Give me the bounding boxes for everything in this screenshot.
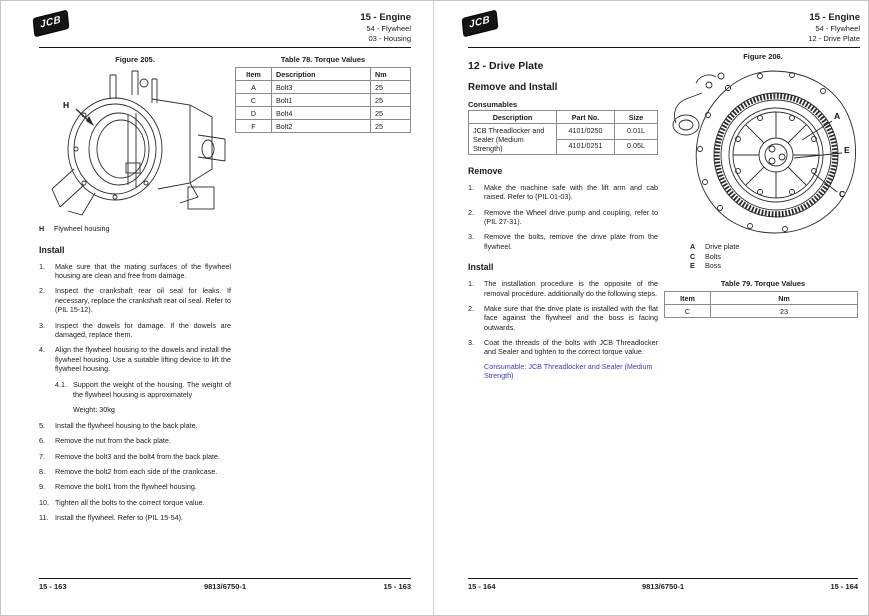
- step-text: Inspect the dowels for damage. If the dowels are damaged, replace them.: [55, 320, 231, 339]
- step-number: 1.: [468, 279, 474, 289]
- chapter-title: 15 - Engine: [809, 12, 860, 23]
- step-text: Remove the Wheel drive pump and coupling, refer to (PIL 27-31).: [484, 207, 658, 227]
- cell-nm: 25: [371, 120, 411, 133]
- figure-205-caption: Figure 205.: [115, 55, 155, 64]
- section-title: 54 - Flywheel: [366, 24, 411, 34]
- page-header-right: [468, 11, 860, 44]
- cell-size: 0.01L: [615, 124, 658, 140]
- subsection-title: 03 - Housing: [368, 34, 411, 44]
- cell-part-no: 4101/0250: [557, 124, 615, 140]
- column-header: Description: [469, 111, 557, 124]
- table-header-row: [469, 111, 658, 124]
- step-text: Install the flywheel. Refer to (PIL 15-54).: [55, 513, 183, 523]
- table-row: [236, 120, 411, 133]
- cell-description: Bolt1: [272, 94, 371, 107]
- step-number: 2.: [468, 303, 474, 313]
- column-header: Nm: [371, 68, 411, 81]
- breadcrumb: [808, 12, 860, 44]
- cell-description: Bolt2: [272, 120, 371, 133]
- table-row: [665, 305, 858, 318]
- cell-nm: 23: [711, 305, 858, 318]
- cell-item: D: [236, 107, 272, 120]
- breadcrumb: [360, 12, 411, 44]
- figure-205-block: [39, 55, 231, 234]
- figure-205-legend: [39, 224, 231, 234]
- column-header: Description: [272, 68, 371, 81]
- table-row: [236, 81, 411, 94]
- legend-key: C: [690, 251, 696, 261]
- step-text: Remove the bolt2 from each side of the crankcase.: [55, 467, 218, 477]
- page-left: [1, 1, 433, 615]
- remove-step: [468, 183, 658, 202]
- section-title: 54 - Flywheel: [815, 24, 860, 34]
- step-number: 9.: [39, 482, 45, 492]
- consumable-reference-note: Consumable: JCB Threadlocker and Sealer (Medium Strength): [484, 361, 653, 381]
- table-79: [664, 291, 858, 318]
- legend-key: H: [39, 224, 45, 233]
- table-78-block: [231, 55, 411, 234]
- step-text: Install the flywheel housing to the back plate.: [55, 421, 198, 431]
- figure-206-caption: Figure 206.: [743, 52, 783, 61]
- step-number: 11.: [39, 513, 49, 523]
- install-heading: Install: [468, 262, 494, 273]
- figure-206-legend: [690, 242, 862, 271]
- table-header-row: [665, 292, 858, 305]
- step-number: 6.: [39, 436, 45, 446]
- install-step: [39, 345, 231, 373]
- column-header: Part No.: [557, 111, 615, 124]
- text-column: [468, 48, 658, 380]
- table-row: [236, 94, 411, 107]
- table-78: [235, 67, 411, 133]
- install-step: [39, 421, 231, 430]
- step-text: Remove the nut from the back plate.: [55, 436, 171, 446]
- install-heading: Install: [39, 244, 65, 255]
- figure-206-label-a: A: [834, 111, 841, 121]
- page-right: [434, 1, 868, 615]
- install-step: [39, 482, 231, 491]
- footer-page-number-left: 15 - 164: [468, 582, 496, 591]
- cell-nm: 25: [371, 94, 411, 107]
- step-number: 8.: [39, 467, 45, 477]
- footer-page-number-right: 15 - 163: [383, 582, 411, 591]
- legend-item: [690, 261, 862, 271]
- step-text: Remove the bolt1 from the flywheel housing.: [55, 482, 197, 492]
- install-step: [39, 498, 231, 507]
- install-step: [39, 436, 231, 445]
- remove-step: [468, 208, 658, 227]
- install-step: [39, 262, 231, 281]
- cell-item: C: [236, 94, 272, 107]
- step-number: 4.1.: [55, 380, 67, 390]
- step-number: 3.: [468, 232, 474, 242]
- column-header: Size: [615, 111, 658, 124]
- legend-text: Drive plate: [705, 242, 740, 251]
- step-text: Coat the threads of the bolts with JCB Threadlocker and Sealer and tighten to the correct torque value.: [484, 337, 658, 357]
- legend-key: A: [690, 242, 696, 251]
- cell-description: Bolt4: [272, 107, 371, 120]
- footer-rule: [39, 578, 411, 579]
- step-text: The installation procedure is the opposite of the removal procedure. additionally do the following steps.: [484, 279, 658, 298]
- install-step: [39, 452, 231, 461]
- cell-description: Bolt3: [272, 81, 371, 94]
- table-79-caption: Table 79. Torque Values: [720, 279, 806, 289]
- install-step: [468, 304, 658, 332]
- chapter-title: 15 - Engine: [360, 12, 411, 23]
- figure-206: [664, 61, 862, 239]
- install-step: [39, 321, 231, 340]
- jcb-logo: JCB: [33, 10, 69, 38]
- step-number: 3.: [39, 320, 45, 330]
- step-text: Remove the bolt3 and the bolt4 from the back plate.: [55, 451, 221, 461]
- cell-nm: 25: [371, 81, 411, 94]
- figure-and-table-row: [39, 55, 411, 234]
- consumables-heading: Consumables: [468, 100, 518, 109]
- figure-205-label-h: H: [63, 100, 70, 110]
- figure-206-label-e: E: [844, 145, 850, 155]
- figure-205-drawing: [39, 64, 231, 222]
- consumables-table: [468, 110, 658, 155]
- drive-plate-title: 12 - Drive Plate: [468, 60, 544, 72]
- content-row: [468, 48, 860, 380]
- footer-page-number-right: 15 - 164: [830, 582, 858, 591]
- step-number: 10.: [39, 497, 49, 507]
- remove-step: [468, 232, 658, 251]
- cell-item: F: [236, 120, 272, 133]
- jcb-logo: JCB: [462, 10, 498, 38]
- install-substep: [55, 380, 231, 399]
- footer-doc-number: 9813/6750-1: [641, 582, 685, 591]
- legend-item: [690, 252, 862, 262]
- step-text: Make sure that the drive plate is installed with the flat face against the flywheel and the boss is facing outwards.: [484, 303, 658, 332]
- step-text: Inspect the crankshaft rear oil seal for leaks. If necessary, replace the crankshaft rear oil seal. Refer to (PIL 15-12).: [55, 286, 231, 315]
- footer-rule: [468, 578, 858, 579]
- step-number: 7.: [39, 451, 45, 461]
- step-number: 1.: [39, 261, 45, 271]
- cell-description: JCB Threadlocker and Sealer (Medium Strength): [469, 124, 557, 155]
- page-header-left: [39, 11, 411, 44]
- table-header-row: [236, 68, 411, 81]
- remove-install-heading: Remove and Install: [468, 82, 558, 93]
- legend-key: E: [690, 261, 695, 271]
- page-footer: [468, 578, 858, 591]
- cell-part-no: 4101/0251: [557, 139, 615, 155]
- install-section: [39, 245, 231, 523]
- cell-item: C: [665, 305, 711, 318]
- page-footer: [39, 578, 411, 591]
- column-header: Item: [665, 292, 711, 305]
- cell-item: A: [236, 81, 272, 94]
- weight-note: Weight: 30kg: [73, 405, 115, 415]
- header-rule: [39, 47, 411, 48]
- install-step: [39, 467, 231, 476]
- step-text: Remove the bolts, remove the drive plate from the flywheel.: [484, 232, 658, 251]
- step-text: Support the weight of the housing. The weight of the flywheel housing is approximately: [73, 380, 231, 399]
- legend-text: Bolts: [705, 251, 721, 261]
- figure-205: [39, 64, 231, 222]
- figure-206-drawing: [664, 61, 862, 239]
- cell-nm: 25: [371, 107, 411, 120]
- column-header: Item: [236, 68, 272, 81]
- legend-text: Boss: [705, 261, 721, 271]
- step-number: 1.: [468, 183, 474, 192]
- install-step: [468, 279, 658, 298]
- legend-item: [39, 224, 231, 234]
- column-header: Nm: [711, 292, 858, 305]
- step-number: 2.: [39, 286, 45, 296]
- install-step: [39, 513, 231, 522]
- step-text: Make the machine safe with the lift arm and cab raised. Refer to (PIL 01-03).: [484, 183, 658, 202]
- step-number: 5.: [39, 421, 45, 431]
- step-number: 3.: [468, 337, 474, 347]
- install-step: [468, 338, 658, 357]
- figure-206-block: [658, 48, 862, 380]
- figure-206-label-c: C: [839, 189, 846, 199]
- subsection-title: 12 - Drive Plate: [808, 34, 860, 44]
- step-text: Tighten all the bolts to the correct torque value.: [55, 497, 205, 507]
- legend-text: Flywheel housing: [54, 224, 110, 233]
- step-number: 2.: [468, 207, 474, 217]
- table-row: [236, 107, 411, 120]
- table-78-caption: Table 78. Torque Values: [280, 55, 366, 64]
- legend-item: [690, 242, 862, 252]
- step-text: Make sure that the mating surfaces of the flywheel housing are clean and free from damage.: [55, 261, 231, 281]
- step-text: Align the flywheel housing to the dowels and install the flywheel housing. Use a suitable lifting device to lift the flywheel housing.: [55, 345, 231, 373]
- table-row: [469, 124, 658, 140]
- install-step: [39, 286, 231, 314]
- cell-size: 0.05L: [615, 139, 658, 155]
- footer-page-number-left: 15 - 163: [39, 582, 67, 591]
- footer-doc-number: 9813/6750-1: [203, 582, 247, 591]
- step-number: 4.: [39, 345, 45, 355]
- remove-heading: Remove: [468, 166, 503, 176]
